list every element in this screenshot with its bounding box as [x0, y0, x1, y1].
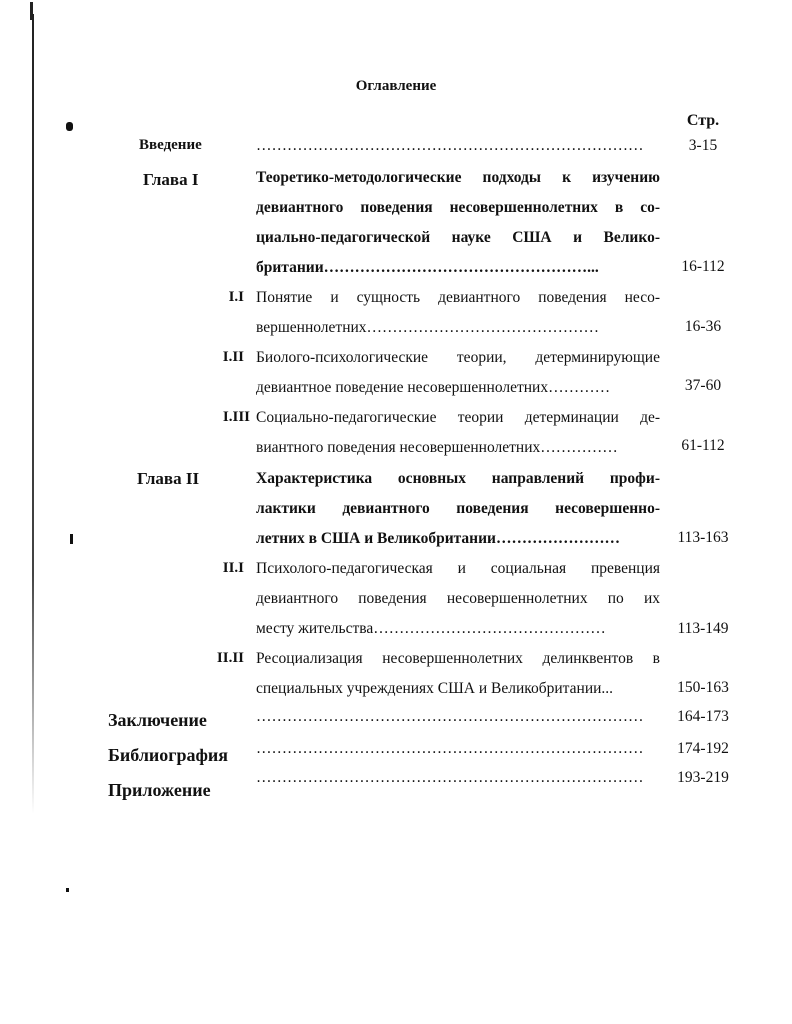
toc-chapter1-line: циально-педагогической науке США и Велико- — [256, 229, 660, 246]
toc-section-line: месту жительства……………………………………… — [256, 620, 606, 637]
toc-chapter2-label: Глава II — [137, 469, 200, 488]
toc-chapter2-title — [256, 464, 660, 554]
toc-section-line: виантного поведения несовершеннолетних…………… — [256, 439, 618, 456]
toc-appendix-label: Приложение — [108, 780, 211, 800]
toc-section-line: Ресоциализация несовершеннолетних делинквентов в — [256, 650, 660, 667]
toc-section-line: Биолого-психологические теории, детерминирующие — [256, 349, 660, 366]
toc-section-line: Социально-педагогические теории детерминации де- — [256, 409, 660, 426]
toc-conclusion-pages: 164-173 — [677, 708, 729, 725]
toc-intro-label: Введение — [139, 137, 202, 153]
toc-bibliography-dots: ………………………………………………………………… — [256, 740, 644, 757]
toc-section-label: I.II — [222, 349, 244, 365]
toc-section-pages: 61-112 — [681, 437, 725, 454]
toc-section-pages: 150-163 — [677, 679, 729, 696]
toc-section-label: II.II — [216, 650, 244, 666]
toc-section-title — [256, 283, 660, 343]
scan-edge-line — [32, 14, 34, 814]
toc-section-title — [256, 554, 660, 644]
toc-section-line: девиантное поведение несовершеннолетних………… — [256, 379, 611, 396]
toc-intro-dots: ………………………………………………………………… — [256, 137, 644, 154]
toc-section-pages: 37-60 — [684, 377, 722, 394]
toc-chapter1-label: Глава I — [143, 170, 199, 189]
scan-speck — [66, 888, 69, 892]
toc-section-line: Психолого-педагогическая и социальная превенция — [256, 560, 660, 577]
toc-chapter1-line: британии……………………………………………... — [256, 259, 599, 276]
toc-chapter1-line: девиантного поведения несовершеннолетних в со- — [256, 199, 660, 216]
pages-column-label: Стр. — [686, 112, 720, 129]
scan-speck — [70, 534, 73, 544]
toc-conclusion-dots: ………………………………………………………………… — [256, 708, 644, 725]
toc-section-label: I.I — [228, 289, 244, 305]
toc-intro-pages: 3-15 — [688, 137, 718, 154]
toc-chapter1-pages: 16-112 — [681, 258, 725, 275]
toc-chapter2-pages: 113-163 — [677, 529, 729, 546]
page-title: Оглавление — [355, 78, 437, 94]
toc-section-pages: 16-36 — [684, 318, 722, 335]
toc-bibliography-label: Библиография — [108, 745, 229, 765]
toc-section-title — [256, 644, 660, 704]
toc-section-line: вершеннолетних……………………………………… — [256, 319, 600, 336]
toc-conclusion-label: Заключение — [108, 710, 207, 730]
toc-section-title — [256, 403, 660, 463]
toc-bibliography-pages: 174-192 — [677, 740, 729, 757]
toc-chapter2-line: Характеристика основных направлений профи- — [256, 470, 660, 487]
toc-chapter2-line: летних в США и Великобритании…………………… — [256, 530, 620, 547]
toc-chapter1-line: Теоретико-методологические подходы к изучению — [256, 169, 660, 186]
toc-section-line: девиантного поведения несовершеннолетних по их — [256, 590, 660, 607]
toc-appendix-dots: ………………………………………………………………… — [256, 769, 644, 786]
toc-chapter2-line: лактики девиантного поведения несовершенно- — [256, 500, 660, 517]
toc-section-label: I.III — [222, 409, 250, 425]
toc-section-line: специальных учреждениях США и Великобритании... — [256, 680, 614, 697]
toc-section-label: II.I — [222, 560, 244, 576]
toc-appendix-pages: 193-219 — [677, 769, 729, 786]
toc-section-line: Понятие и сущность девиантного поведения несо- — [256, 289, 660, 306]
toc-section-pages: 113-149 — [677, 620, 729, 637]
toc-chapter1-title — [256, 163, 660, 283]
scan-speck — [66, 122, 73, 131]
toc-section-title — [256, 343, 660, 403]
